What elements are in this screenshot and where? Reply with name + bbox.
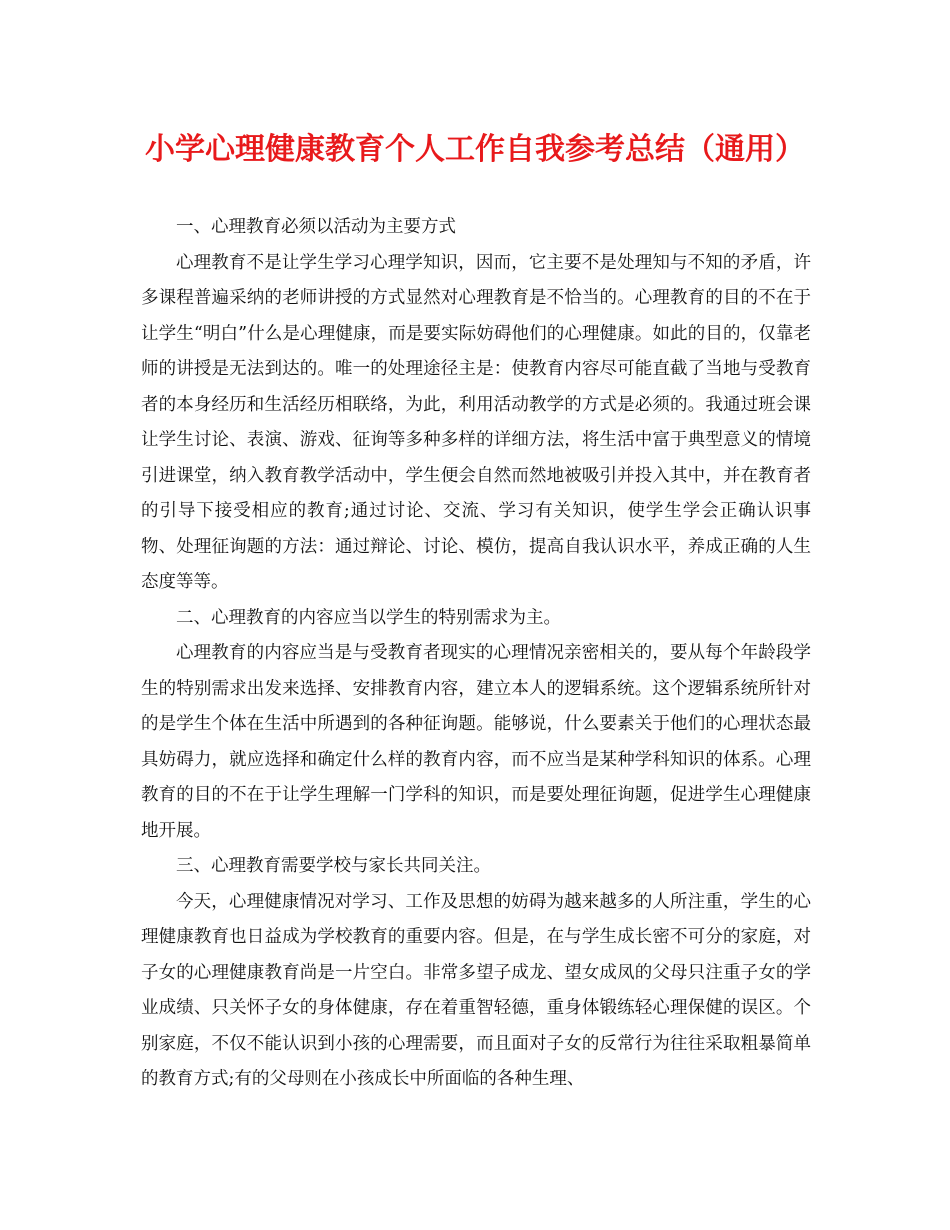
section-heading-2: 二、心理教育的内容应当以学生的特别需求为主。 xyxy=(176,607,561,628)
paragraph-2: 心理教育的内容应当是与受教育者现实的心理情况亲密相关的，要从每个年龄段学生的特别需求出发来选择、安排教育内容，建立本人的逻辑系统。这个逻辑系统所针对的是学生个体在生活中所遇到的各种征询题。能够说，什么要素关于他们的心理状态最具妨碍力，就应选择和确定什么样的教育内容，而不应当是某种学科知识的体系。心理教育的目的不在于让学生理解一门学科的知识，而是要处理征询题，促进学生心理健康地开展。 xyxy=(141,643,811,841)
document-body xyxy=(141,210,811,1098)
section-heading-1: 一、心理教育必须以活动为主要方式 xyxy=(176,217,456,237)
paragraph-3: 今天，心理健康情况对学习、工作及思想的妨碍为越来越多的人所注重，学生的心理健康教育也日益成为学校教育的重要内容。但是，在与学生成长密不可分的家庭，对子女的心理健康教育尚是一片空白。非常多望子成龙、望女成凤的父母只注重子女的学业成绩、只关怀子女的身体健康，存在着重智轻德，重身体锻练轻心理保健的误区。个别家庭，不仅不能认识到小孩的心理需要，而且面对子女的反常行为往往采取粗暴简单的教育方式;有的父母则在小孩成长中所面临的各种生理、 xyxy=(141,891,811,1089)
paragraph-1: 心理教育不是让学生学习心理学知识，因而，它主要不是处理知与不知的矛盾，许多课程普遍采纳的老师讲授的方式显然对心理教育是不恰当的。心理教育的目的不在于让学生“明白”什么是心理健康，而是要实际妨碍他们的心理健康。如此的目的，仅靠老师的讲授是无法到达的。唯一的处理途径主是：使教育内容尽可能直截了当地与受教育者的本身经历和生活经历相联络，为此，利用活动教学的方式是必须的。我通过班会课让学生讨论、表演、游戏、征询等多种多样的详细方法，将生活中富于典型意义的情境引进课堂，纳入教育教学活动中，学生便会自然而然地被吸引并投入其中，并在教育者的引导下接受相应的教育;通过讨论、交流、学习有关知识，使学生学会正确认识事物、处理征询题的方法：通过辩论、讨论、模仿，提高自我认识水平，养成正确的人生态度等等。 xyxy=(141,252,811,592)
section-heading-3: 三、心理教育需要学校与家长共同关注。 xyxy=(176,856,491,876)
document-title: 小学心理健康教育个人工作自我参考总结（通用） xyxy=(145,132,805,167)
